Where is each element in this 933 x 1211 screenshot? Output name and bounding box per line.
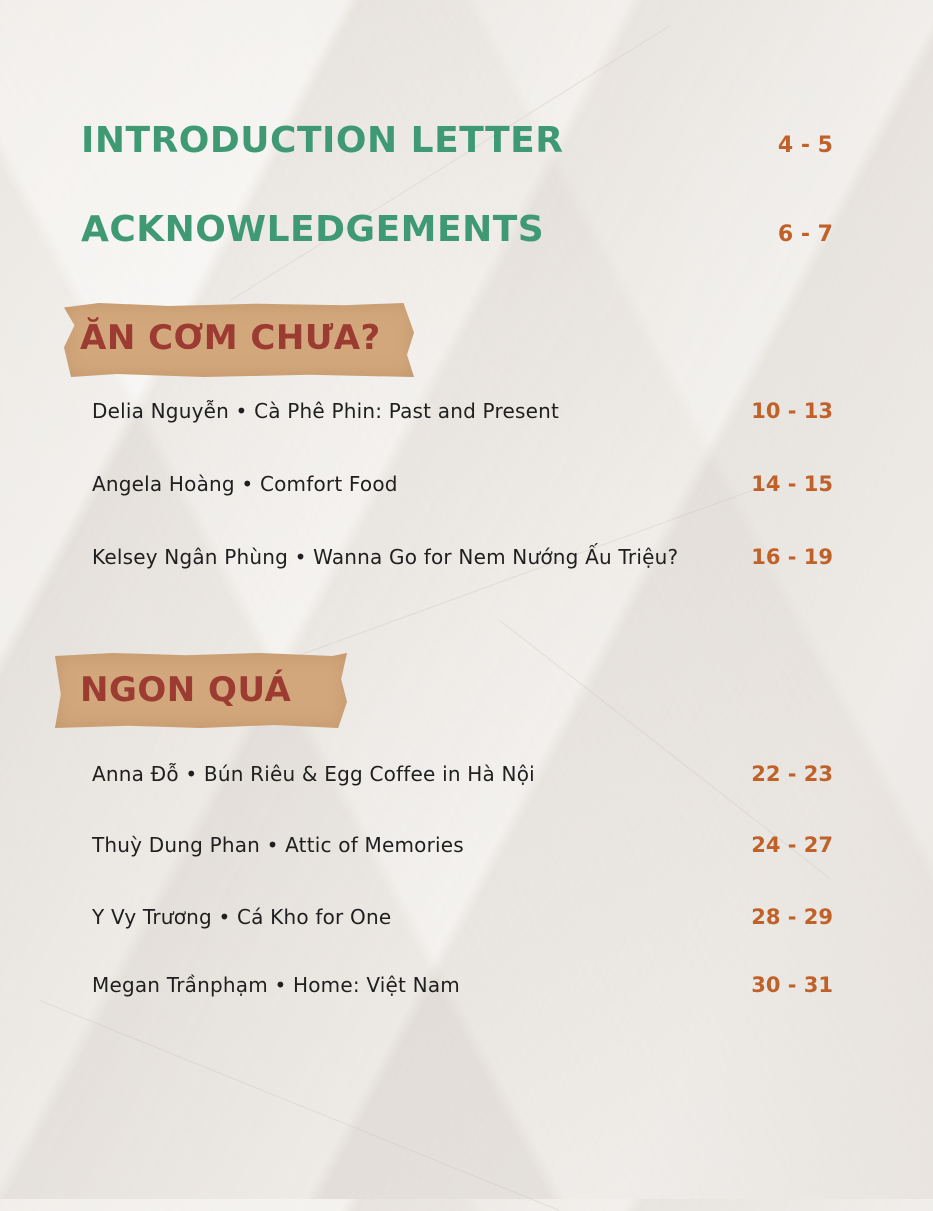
toc-entry-text: Y Vy Trương • Cá Kho for One: [92, 905, 392, 929]
toc-title: INTRODUCTION LETTER: [81, 120, 564, 161]
toc-entry[interactable]: [92, 973, 833, 997]
toc-entry[interactable]: [92, 905, 833, 929]
toc-entry[interactable]: [92, 545, 833, 569]
toc-page-range: 24 - 27: [751, 833, 833, 857]
paper-crease: [230, 24, 672, 300]
toc-entry-text: Angela Hoàng • Comfort Food: [92, 472, 398, 496]
toc-page-range: 22 - 23: [751, 762, 833, 786]
toc-entry-text: Megan Trầnphạm • Home: Việt Nam: [92, 973, 460, 997]
toc-entry-text: Delia Nguyễn • Cà Phê Phin: Past and Present: [92, 399, 559, 423]
section-heading: NGON QUÁ: [80, 670, 292, 710]
toc-page-range: 14 - 15: [751, 472, 833, 496]
toc-entry-introduction-letter[interactable]: [81, 120, 833, 161]
toc-page-range: 28 - 29: [751, 905, 833, 929]
toc-page-range: 4 - 5: [777, 133, 833, 158]
section-heading: ĂN CƠM CHƯA?: [80, 318, 381, 358]
toc-entry-acknowledgements[interactable]: [81, 209, 833, 250]
toc-entry-text: Anna Đỗ • Bún Riêu & Egg Coffee in Hà Nội: [92, 762, 535, 786]
toc-page-range: 30 - 31: [751, 973, 833, 997]
toc-entry[interactable]: [92, 472, 833, 496]
toc-entry[interactable]: [92, 833, 833, 857]
toc-title: ACKNOWLEDGEMENTS: [81, 209, 545, 250]
toc-page-range: 16 - 19: [751, 545, 833, 569]
toc-page-range: 6 - 7: [777, 222, 833, 247]
toc-entry-text: Kelsey Ngân Phùng • Wanna Go for Nem Nướng Ấu Triệu?: [92, 545, 679, 569]
toc-entry[interactable]: [92, 399, 833, 423]
toc-entry[interactable]: [92, 762, 833, 786]
toc-entry-text: Thuỳ Dung Phan • Attic of Memories: [92, 833, 464, 857]
toc-page-range: 10 - 13: [751, 399, 833, 423]
paper-crease: [40, 1000, 560, 1211]
